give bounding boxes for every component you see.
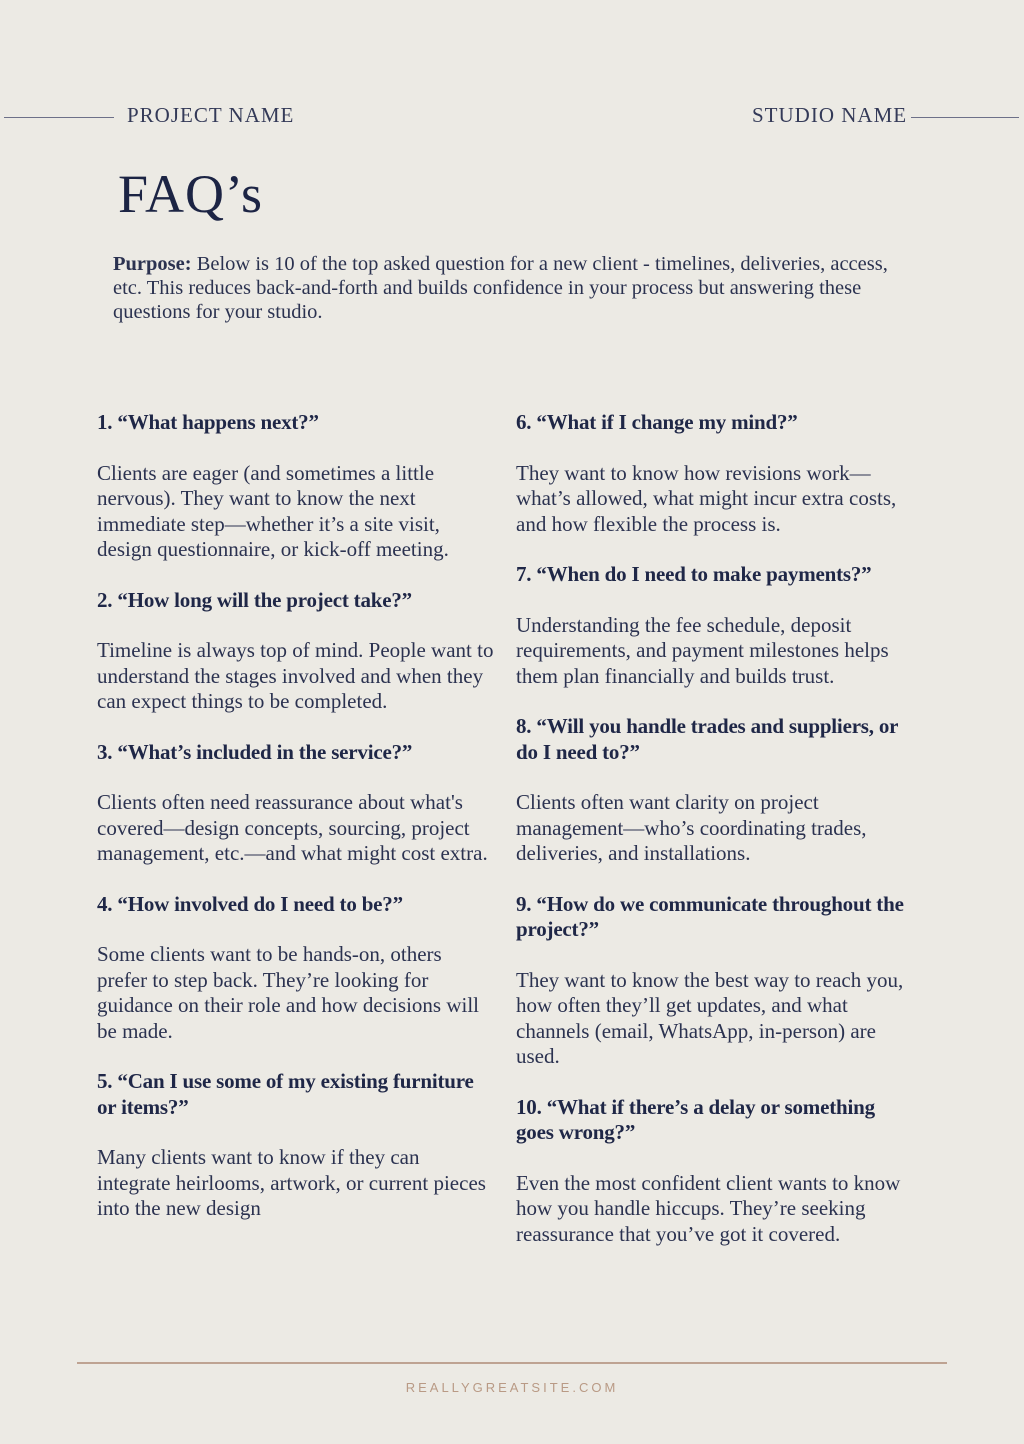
faq-question: 7. “When do I need to make payments?” — [516, 562, 872, 586]
faq-answer: Even the most confident client wants to know how you handle hiccups. They’re seeking reassurance that you’ve got it covered. — [516, 1170, 901, 1246]
studio-name: STUDIO NAME — [752, 103, 908, 127]
faq-item — [97, 892, 495, 1045]
purpose-text: Below is 10 of the top asked question for a new client - timelines, deliveries, access, etc. This reduces back-and-forth and builds confidence in your process but answering these questions for your studio. — [113, 253, 888, 323]
project-name: PROJECT NAME — [127, 103, 295, 127]
faq-answer: They want to know the best way to reach you, how often they’ll get updates, and what channels (email, WhatsApp, in-person) are used. — [516, 967, 904, 1068]
purpose-paragraph — [113, 252, 903, 324]
footer-rule — [77, 1362, 947, 1364]
faq-question: 5. “Can I use some of my existing furniture or items?” — [97, 1069, 474, 1119]
faq-item — [97, 410, 495, 563]
faq-answer: Clients often need reassurance about what's covered—design concepts, sourcing, project management, etc.—and what might cost extra. — [97, 790, 488, 865]
faq-answer: Many clients want to know if they can integrate heirlooms, artwork, or current pieces into the new design — [97, 1145, 486, 1220]
header-rule-left — [4, 117, 114, 118]
faq-question: 1. “What happens next?” — [97, 410, 319, 434]
faq-question: 6. “What if I change my mind?” — [516, 410, 798, 434]
faq-question: 10. “What if there’s a delay or something goes wrong?” — [516, 1094, 875, 1144]
faq-item — [97, 588, 495, 715]
faq-answer: Understanding the fee schedule, deposit requirements, and payment milestones helps them plan financially and builds trust. — [516, 612, 889, 688]
faq-column-right — [516, 410, 916, 1247]
faq-question: 3. “What’s included in the service?” — [97, 739, 413, 764]
faq-item — [516, 714, 916, 867]
faq-question: 4. “How involved do I need to be?” — [97, 891, 403, 916]
footer-website: REALLYGREATSITE.COM — [405, 1380, 619, 1395]
faq-item — [516, 892, 916, 1070]
faq-question: 9. “How do we communicate throughout the project?” — [516, 891, 904, 941]
faq-answer: Clients are eager (and sometimes a little nervous). They want to know the next immediate step—whether it’s a site visit, design questionnaire, or kick-off meeting. — [97, 460, 449, 561]
faq-item — [516, 1095, 916, 1248]
faq-item — [516, 562, 916, 689]
header-rule-right — [911, 117, 1019, 118]
faq-answer: Some clients want to be hands-on, others prefer to step back. They’re looking for guidance on their role and how decisions will be made. — [97, 942, 479, 1043]
page-title: FAQ’s — [118, 164, 264, 224]
purpose-label: Purpose: — [113, 253, 192, 275]
faq-item — [97, 1069, 495, 1222]
faq-item — [516, 410, 916, 537]
faq-answer: Timeline is always top of mind. People want to understand the stages involved and when they can expect things to be completed. — [97, 638, 494, 713]
faq-item — [97, 740, 495, 867]
faq-question: 2. “How long will the project take?” — [97, 587, 412, 612]
faq-column-left — [97, 410, 495, 1222]
faq-answer: They want to know how revisions work—what’s allowed, what might incur extra costs, and how flexible the process is. — [516, 460, 897, 536]
faq-answer: Clients often want clarity on project management—who’s coordinating trades, deliveries, and installations. — [516, 790, 867, 865]
faq-question: 8. “Will you handle trades and suppliers, or do I need to?” — [516, 714, 898, 764]
